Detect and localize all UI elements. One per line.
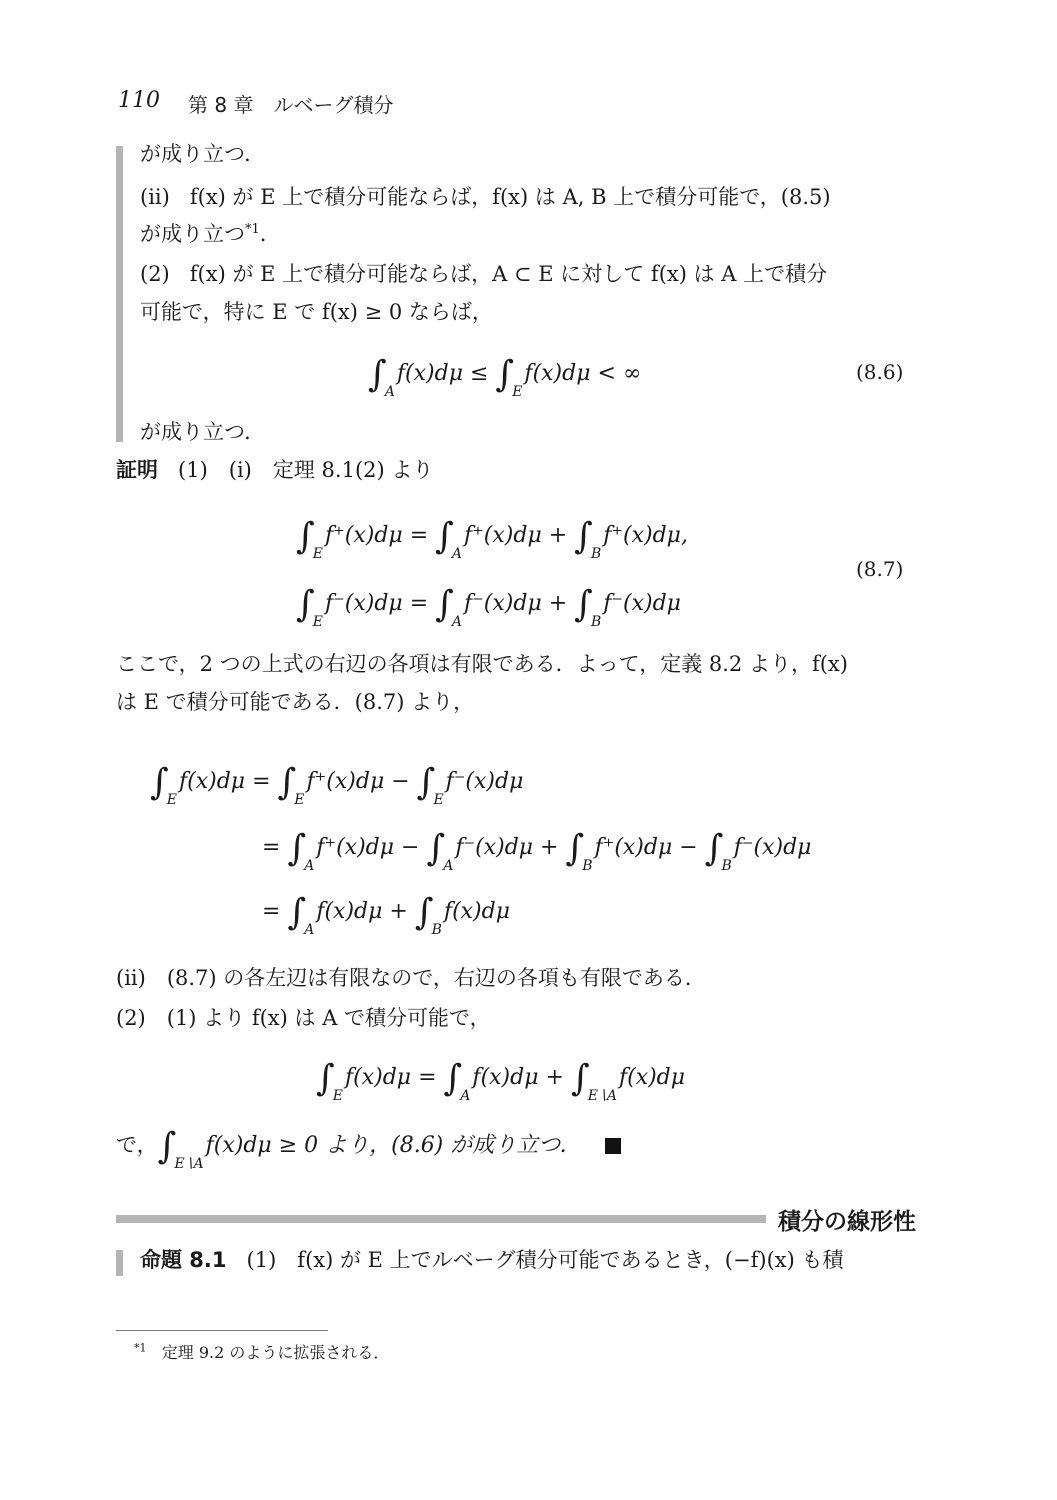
equation-8-7-row2: [296, 578, 681, 630]
equation-number: (8.7): [856, 557, 904, 581]
integral-domain: B: [582, 858, 593, 874]
theorem-line: が成り立つ．: [140, 420, 266, 444]
proposition: [140, 1248, 843, 1273]
integral-sign: ∫: [570, 1058, 590, 1099]
proposition-text: (1) f(x) が E 上でルベーグ積分可能であるとき，(−f)(x) も積: [246, 1248, 844, 1272]
equation-term: f(x)dμ: [443, 899, 511, 924]
integral-sign: ∫: [443, 1058, 463, 1099]
integral-domain: A: [451, 546, 463, 562]
equation-term: f⁺(x)dμ −: [306, 769, 410, 794]
integral-sign: ∫: [296, 516, 315, 557]
footnote-mark: *1: [134, 1341, 147, 1355]
integral-sign: ∫: [435, 516, 454, 557]
integral-domain: A: [304, 922, 315, 938]
proof-paragraph: ここで，2 つの上式の右辺の各項は有限である．よって，定義 8.2 より，f(x): [116, 652, 848, 676]
equation-term: f(x)dμ < ∞: [524, 361, 642, 386]
equation-term: f⁻(x)dμ +: [464, 591, 568, 616]
theorem-item-ii-cont: [140, 222, 266, 247]
proof-text: で，: [116, 1133, 158, 1157]
integral-domain: A: [460, 1088, 471, 1104]
equation-term: f⁻(x)dμ: [733, 835, 812, 860]
integral-domain: E∖A: [587, 1088, 617, 1104]
integral-domain: A: [443, 858, 454, 874]
integral-sign: ∫: [296, 584, 315, 625]
integral-sign: ∫: [150, 762, 169, 803]
integral-sign: ∫: [368, 354, 387, 395]
equation-term: f(x)dμ ≤: [396, 361, 489, 386]
integral-domain: E: [312, 614, 323, 630]
footnote-rule: [116, 1330, 328, 1331]
footnote-text: 定理 9.2 のように拡張される．: [161, 1343, 390, 1362]
integral-domain: A: [304, 858, 315, 874]
chapter-title: 第 8 章 ルベーグ積分: [188, 93, 394, 117]
integral-sign: ∫: [416, 762, 436, 803]
footnote-ref: *1: [245, 222, 260, 237]
equation-term: f(x)dμ =: [179, 769, 271, 794]
item-label: (2): [140, 262, 170, 286]
integral-domain: A: [384, 384, 395, 400]
integral-sign: ∫: [157, 1126, 177, 1167]
integral-domain: E: [332, 1088, 343, 1104]
integral-domain: B: [431, 922, 442, 938]
integral-sign: ∫: [435, 584, 454, 625]
equation-term: f(x)dμ +: [472, 1065, 564, 1090]
equation-chain-row3: [262, 886, 511, 938]
equation-decomposition: [316, 1052, 686, 1104]
item-label: (ii): [140, 185, 170, 209]
integral-domain: B: [590, 614, 602, 630]
equation-number: (8.6): [856, 360, 904, 384]
integral-sign: ∫: [565, 828, 585, 869]
qed-mark: [605, 1138, 621, 1154]
equation-8-7-row1: [296, 510, 688, 562]
equals-sign: =: [262, 835, 281, 860]
integral-sign: ∫: [287, 892, 307, 933]
integral-sign: ∫: [316, 1058, 335, 1099]
theorem-item-ii: [140, 185, 831, 210]
equation-chain-row1: [150, 756, 524, 808]
equals-sign: =: [262, 899, 281, 924]
equation-term: f(x)dμ =: [345, 1065, 437, 1090]
proof-paragraph: (2) (1) より f(x) は A で積分可能で，: [116, 1006, 491, 1030]
equation-term: f⁺(x)dμ +: [464, 523, 568, 548]
proof-text: f(x)dμ ≥ 0 より，(8.6) が成り立つ．: [205, 1133, 582, 1158]
section-rule: [116, 1215, 766, 1223]
theorem-line: が成り立つ．: [140, 142, 266, 166]
equation-term: f⁺(x)dμ −: [316, 835, 420, 860]
integral-sign: ∫: [495, 354, 515, 395]
equation-term: f⁻(x)dμ: [445, 769, 524, 794]
integral-sign: ∫: [574, 584, 593, 625]
integral-sign: ∫: [704, 828, 724, 869]
equation-chain-row2: [262, 822, 812, 874]
integral-domain: E: [166, 792, 177, 808]
equation-term: f(x)dμ: [618, 1065, 686, 1090]
proof-intro: [116, 458, 433, 483]
integral-sign: ∫: [287, 828, 307, 869]
proof-text: (1) (i) 定理 8.1(2) より: [178, 458, 434, 482]
proof-paragraph: は E で積分可能である．(8.7) より，: [116, 690, 475, 714]
equation-term: f⁺(x)dμ =: [325, 523, 429, 548]
proof-label: 証明: [116, 458, 158, 482]
period: .: [259, 222, 267, 246]
integral-domain: E: [294, 792, 305, 808]
integral-sign: ∫: [414, 892, 434, 933]
theorem-text: が成り立つ: [140, 222, 245, 246]
equation-term: f⁻(x)dμ =: [325, 591, 429, 616]
theorem-bar: [116, 146, 123, 442]
integral-domain: A: [451, 614, 463, 630]
integral-domain: B: [590, 546, 602, 562]
integral-domain: E: [512, 384, 523, 400]
integral-sign: ∫: [277, 762, 297, 803]
theorem-text: f(x) が E 上で積分可能ならば，A ⊂ E に対して f(x) は A 上で積分: [189, 262, 828, 286]
proof-paragraph: (ii) (8.7) の各左辺は有限なので，右辺の各項も有限である．: [116, 966, 706, 990]
integral-domain: E: [433, 792, 444, 808]
equation-term: f⁺(x)dμ,: [603, 523, 688, 548]
theorem-part-2: [140, 262, 827, 287]
theorem-text: f(x) が E 上で積分可能ならば，f(x) は A, B 上で積分可能で，(8.5): [189, 185, 831, 209]
page-number: 110: [118, 88, 160, 113]
proposition-bar: [116, 1250, 123, 1276]
section-title: 積分の線形性: [778, 1209, 916, 1235]
footnote: [134, 1340, 389, 1363]
integral-domain: B: [721, 858, 732, 874]
proof-conclusion: [116, 1120, 621, 1172]
equation-term: f(x)dμ +: [316, 899, 408, 924]
integral-domain: E: [312, 546, 323, 562]
theorem-text: 可能で，特に E で f(x) ≥ 0 ならば，: [140, 300, 493, 324]
equation-term: f⁺(x)dμ −: [594, 835, 698, 860]
integral-sign: ∫: [574, 516, 593, 557]
integral-sign: ∫: [426, 828, 446, 869]
proposition-label: 命題 8.1: [140, 1248, 227, 1272]
equation-8-6: [368, 348, 642, 400]
integral-domain: E∖A: [174, 1156, 204, 1172]
equation-term: f⁻(x)dμ: [603, 591, 681, 616]
equation-term: f⁻(x)dμ +: [455, 835, 559, 860]
